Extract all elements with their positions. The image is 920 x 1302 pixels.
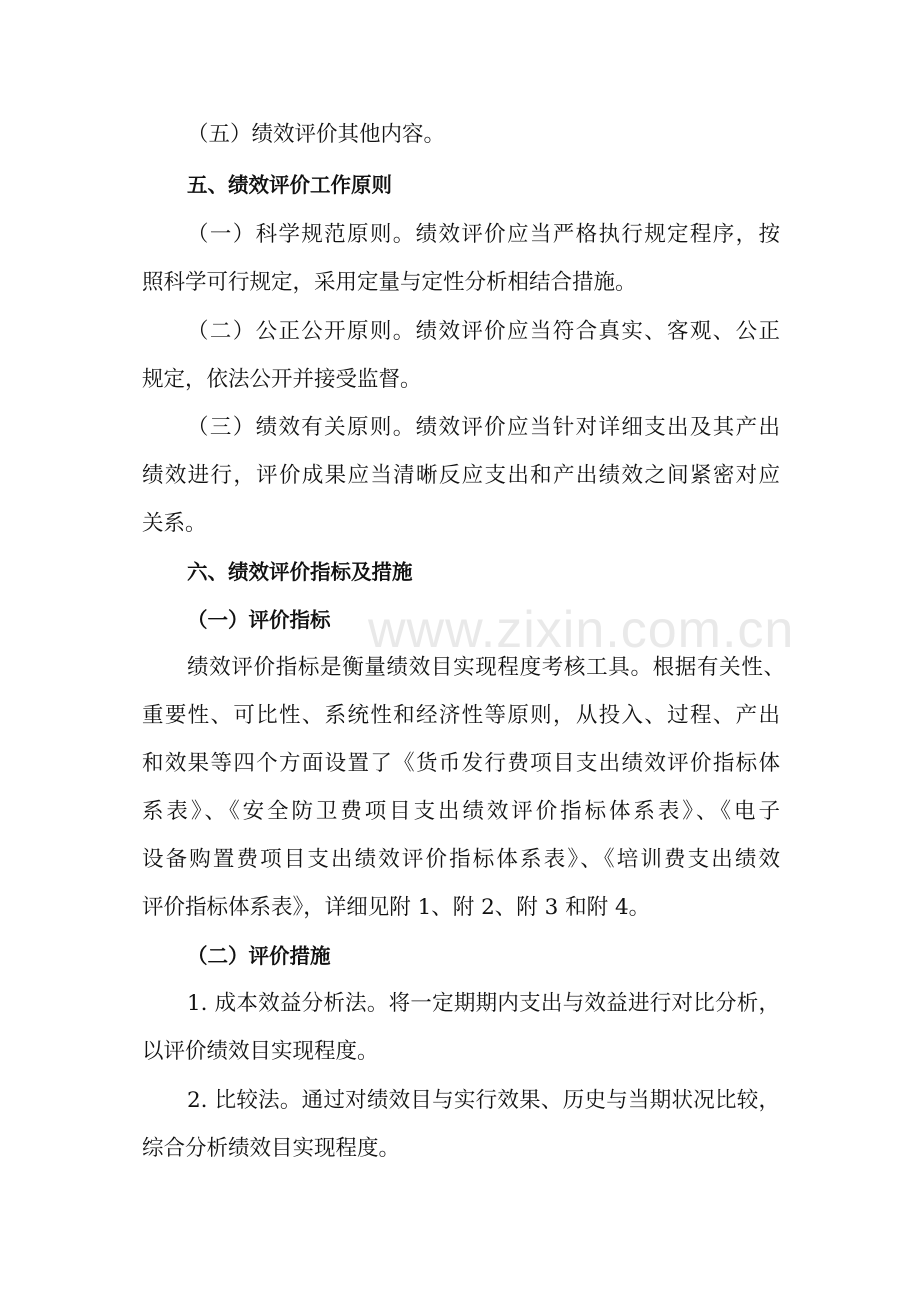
paragraph-line: 绩效进行，评价成果应当清晰反应支出和产出绩效之间紧密对应 xyxy=(142,463,780,488)
paragraph-line: 关系。 xyxy=(142,511,207,536)
paragraph-line: 以评价绩效目实现程度。 xyxy=(142,1039,379,1064)
section-heading: 六、绩效评价指标及措施 xyxy=(187,560,413,584)
paragraph-line: 综合分析绩效目实现程度。 xyxy=(142,1136,401,1161)
paragraph-line: 和效果等四个方面设置了《货币发行费项目支出绩效评价指标体 xyxy=(142,751,780,776)
section-heading: 五、绩效评价工作原则 xyxy=(187,173,392,197)
paragraph-line: 规定，依法公开并接受监督。 xyxy=(142,367,422,392)
paragraph-line: 绩效评价指标是衡量绩效目实现程度考核工具。根据有关性、 xyxy=(187,655,785,680)
paragraph-line: （二）公正公开原则。绩效评价应当符合真实、客观、公正 xyxy=(187,319,780,344)
paragraph-line: 2. 比较法。通过对绩效目与实行效果、历史与当期状况比较， xyxy=(187,1088,780,1113)
subsection-heading: （一）评价指标 xyxy=(187,608,331,632)
paragraph-line: （三）绩效有关原则。绩效评价应当针对详细支出及其产出 xyxy=(187,415,780,440)
watermark: www.zixin.com.cn xyxy=(368,601,795,659)
paragraph-line: 设备购置费项目支出绩效评价指标体系表》、《培训费支出绩效 xyxy=(142,847,780,872)
paragraph-line: 重要性、可比性、系统性和经济性等原则，从投入、过程、产出 xyxy=(142,703,780,728)
paragraph-line: 系表》、《安全防卫费项目支出绩效评价指标体系表》、《电子 xyxy=(142,799,780,824)
subsection-heading: （二）评价措施 xyxy=(187,944,331,968)
paragraph-line: 1. 成本效益分析法。将一定期期内支出与效益进行对比分析， xyxy=(187,991,780,1016)
paragraph-line: 照科学可行规定，采用定量与定性分析相结合措施。 xyxy=(142,270,637,295)
paragraph-line: （五）绩效评价其他内容。 xyxy=(187,122,446,147)
paragraph-line: （一）科学规范原则。绩效评价应当严格执行规定程序，按 xyxy=(187,222,780,247)
paragraph-line: 评价指标体系表》，详细见附 1、附 2、附 3 和附 4。 xyxy=(142,895,651,920)
